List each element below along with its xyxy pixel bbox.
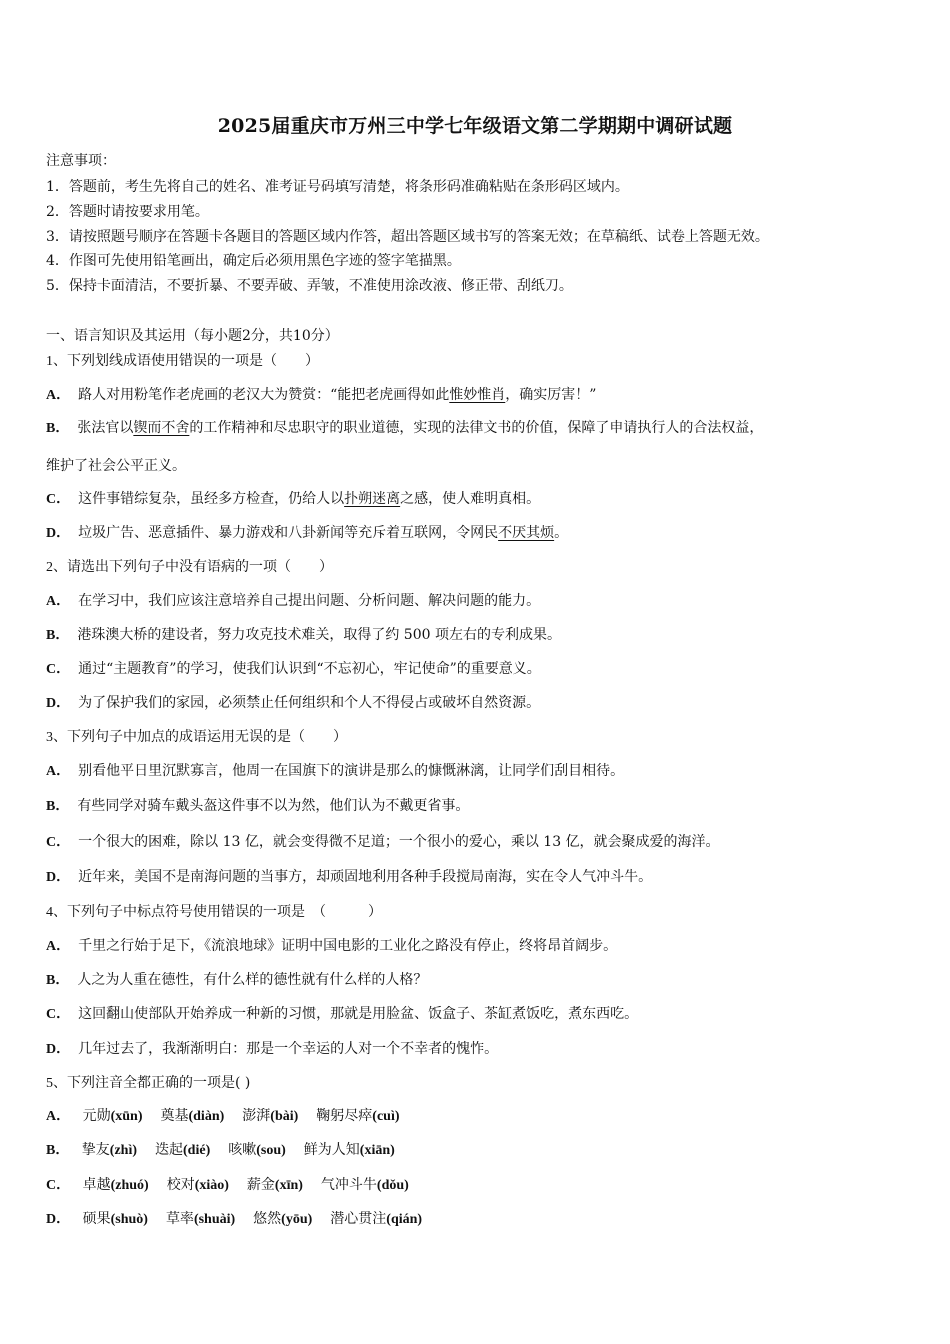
pinyin-item: 鞠躬尽瘁(cuì) xyxy=(316,1108,400,1124)
note-item-3: 3．请按照题号顺序在答题卡各题目的答题区域内作答，超出答题区域书写的答案无效；在草稿纸、试卷上答题无效。 xyxy=(46,229,769,245)
pinyin-item: 薪金(xīn) xyxy=(246,1177,303,1193)
pinyin-item: 迭起(dié) xyxy=(155,1142,211,1158)
option-text-pre: 张法官以 xyxy=(77,420,134,436)
note-item-4: 4．作图可先使用铅笔画出，确定后必须用黑色字迹的签字笔描黑。 xyxy=(46,253,461,269)
q2-option-a xyxy=(46,592,540,611)
note-item-2: 2．答题时请按要求用笔。 xyxy=(46,204,209,220)
pinyin-item: 潜心贯注(qián) xyxy=(330,1211,423,1227)
option-letter: A． xyxy=(46,764,71,779)
option-text: 一个很大的困难，除以 13 亿，就会变得微不足道；一个很小的爱心，乘以 13 亿，就会聚成爱的海洋。 xyxy=(78,834,720,850)
q4-option-b xyxy=(46,971,427,990)
pinyin-item: 草率(shuài) xyxy=(165,1211,236,1227)
option-letter: D． xyxy=(46,1042,71,1057)
pinyin-item: 咳嗽(sou) xyxy=(228,1142,286,1158)
question-number: 1、 xyxy=(46,354,67,369)
q1-option-d xyxy=(46,524,568,543)
question-4-stem xyxy=(46,903,382,922)
option-letter: A． xyxy=(46,594,71,609)
pinyin-item: 悠然(yōu) xyxy=(253,1211,313,1227)
option-letter: D． xyxy=(46,870,71,885)
q1-option-b xyxy=(46,419,763,438)
underlined-idiom: 惟妙惟肖 xyxy=(449,387,506,403)
question-text: 请选出下列句子中没有语病的一项（ ） xyxy=(67,559,333,575)
question-text: 下列句子中加点的成语运用无误的是（ ） xyxy=(67,729,347,745)
option-letter: C． xyxy=(46,492,71,507)
pinyin-item: 鲜为人知(xiān) xyxy=(303,1142,395,1158)
option-letter: B． xyxy=(46,1143,70,1158)
option-letter: C． xyxy=(46,1178,71,1193)
q3-option-b xyxy=(46,797,469,816)
note-item-5: 5．保持卡面清洁，不要折暴、不要弄破、弄皱，不准使用涂改液、修正带、刮纸刀。 xyxy=(46,278,573,294)
underlined-idiom: 扑朔迷离 xyxy=(344,491,401,507)
q5-option-d xyxy=(46,1210,440,1229)
option-letter: B． xyxy=(46,799,70,814)
note-item-1: 1．答题前，考生先将自己的姓名、准考证号码填写清楚，将条形码准确粘贴在条形码区域内。 xyxy=(46,179,629,195)
underlined-idiom: 不厌其烦 xyxy=(498,525,555,541)
option-letter: A． xyxy=(46,388,71,403)
q5-option-c xyxy=(46,1176,427,1195)
option-text-post: 的工作精神和尽忠职守的职业道德，实现的法律文书的价值，保障了申请执行人的合法权益， xyxy=(189,420,764,436)
option-text: 有些同学对骑车戴头盔这件事不以为然，他们认为不戴更省事。 xyxy=(77,798,470,814)
q5-option-b xyxy=(46,1141,413,1160)
question-1-stem xyxy=(46,352,319,371)
option-letter: D． xyxy=(46,1212,71,1227)
option-text-pre: 这件事错综复杂，虽经多方检查，仍给人以 xyxy=(78,491,345,507)
question-text: 下列句子中标点符号使用错误的一项是 （ ） xyxy=(67,904,382,920)
pinyin-item: 校对(xiào) xyxy=(166,1177,229,1193)
question-number: 2、 xyxy=(46,560,67,575)
option-letter: D． xyxy=(46,696,71,711)
q1-option-b-continued: 维护了社会公平正义。 xyxy=(46,458,186,474)
option-text: 近年来，美国不是南海问题的当事方，却顽固地利用各种手段搅局南海，实在令人气冲斗牛。 xyxy=(78,869,653,885)
option-text-pre: 垃圾广告、恶意插件、暴力游戏和八卦新闻等充斥着互联网，令网民 xyxy=(78,525,499,541)
question-3-stem xyxy=(46,728,347,747)
option-text-post: 。 xyxy=(554,525,569,541)
question-2-stem xyxy=(46,558,333,577)
exam-title: 2025届重庆市万州三中学七年级语文第二学期期中调研试题 xyxy=(217,115,733,137)
question-number: 5、 xyxy=(46,1076,67,1091)
option-letter: B． xyxy=(46,628,70,643)
q5-option-a xyxy=(46,1107,418,1126)
pinyin-item: 卓越(zhuó) xyxy=(82,1177,149,1193)
question-number: 4、 xyxy=(46,905,67,920)
option-text: 在学习中，我们应该注意培养自己提出问题、分析问题、解决问题的能力。 xyxy=(78,593,541,609)
q1-option-a xyxy=(46,386,596,405)
option-letter: A． xyxy=(46,1109,71,1124)
option-text: 别看他平日里沉默寡言，他周一在国旗下的演讲是那么的慷慨淋漓，让同学们刮目相待。 xyxy=(78,763,625,779)
pinyin-item: 挚友(zhì) xyxy=(81,1142,138,1158)
option-letter: B． xyxy=(46,421,70,436)
q4-option-a xyxy=(46,937,617,956)
option-letter: D． xyxy=(46,526,71,541)
underlined-idiom: 锲而不舍 xyxy=(133,420,190,436)
option-text-post: 之感，使人难明真相。 xyxy=(400,491,541,507)
option-text: 通过“主题教育”的学习，使我们认识到“不忘初心，牢记使命”的重要意义。 xyxy=(78,661,541,677)
question-text: 下列注音全都正确的一项是( ) xyxy=(67,1075,251,1091)
question-text: 下列划线成语使用错误的一项是（ ） xyxy=(67,353,319,369)
section-heading: 一、语言知识及其运用（每小题2分，共10分） xyxy=(46,328,339,344)
option-text: 千里之行始于足下，《流浪地球》证明中国电影的工业化之路没有停止，终将昂首阔步。 xyxy=(78,938,618,954)
q2-option-d xyxy=(46,694,540,713)
pinyin-item: 元勋(xūn) xyxy=(82,1108,143,1124)
pinyin-item: 气冲斗牛(dǒu) xyxy=(320,1177,409,1193)
option-text: 港珠澳大桥的建设者，努力攻克技术难关，取得了约 500 项左右的专利成果。 xyxy=(77,627,561,643)
option-text: 几年过去了，我渐渐明白：那是一个幸运的人对一个不幸者的愧怍。 xyxy=(78,1041,499,1057)
q3-option-c xyxy=(46,833,720,852)
option-text-post: ，确实厉害！” xyxy=(505,387,597,403)
q4-option-d xyxy=(46,1040,498,1059)
q2-option-b xyxy=(46,626,561,645)
option-text: 人之为人重在德性，有什么样的德性就有什么样的人格？ xyxy=(77,972,428,988)
option-text: 为了保护我们的家园，必须禁止任何组织和个人不得侵占或破坏自然资源。 xyxy=(78,695,541,711)
q3-option-d xyxy=(46,868,652,887)
q4-option-c xyxy=(46,1005,638,1024)
option-text-pre: 路人对用粉笔作老虎画的老汉大为赞赏：“能把老虎画得如此 xyxy=(78,387,450,403)
pinyin-item: 澎湃(bài) xyxy=(242,1108,299,1124)
option-letter: A． xyxy=(46,939,71,954)
notes-header: 注意事项： xyxy=(46,153,116,169)
question-5-stem xyxy=(46,1074,250,1093)
option-letter: B． xyxy=(46,973,70,988)
option-text: 这回翻山使部队开始养成一种新的习惯，那就是用脸盆、饭盒子、茶缸煮饭吃，煮东西吃。 xyxy=(78,1006,639,1022)
q3-option-a xyxy=(46,762,624,781)
pinyin-item: 奠基(diàn) xyxy=(160,1108,225,1124)
q2-option-c xyxy=(46,660,541,679)
pinyin-item: 硕果(shuò) xyxy=(82,1211,148,1227)
option-letter: C． xyxy=(46,662,71,677)
option-letter: C． xyxy=(46,835,71,850)
q1-option-c xyxy=(46,490,540,509)
option-letter: C． xyxy=(46,1007,71,1022)
question-number: 3、 xyxy=(46,730,67,745)
